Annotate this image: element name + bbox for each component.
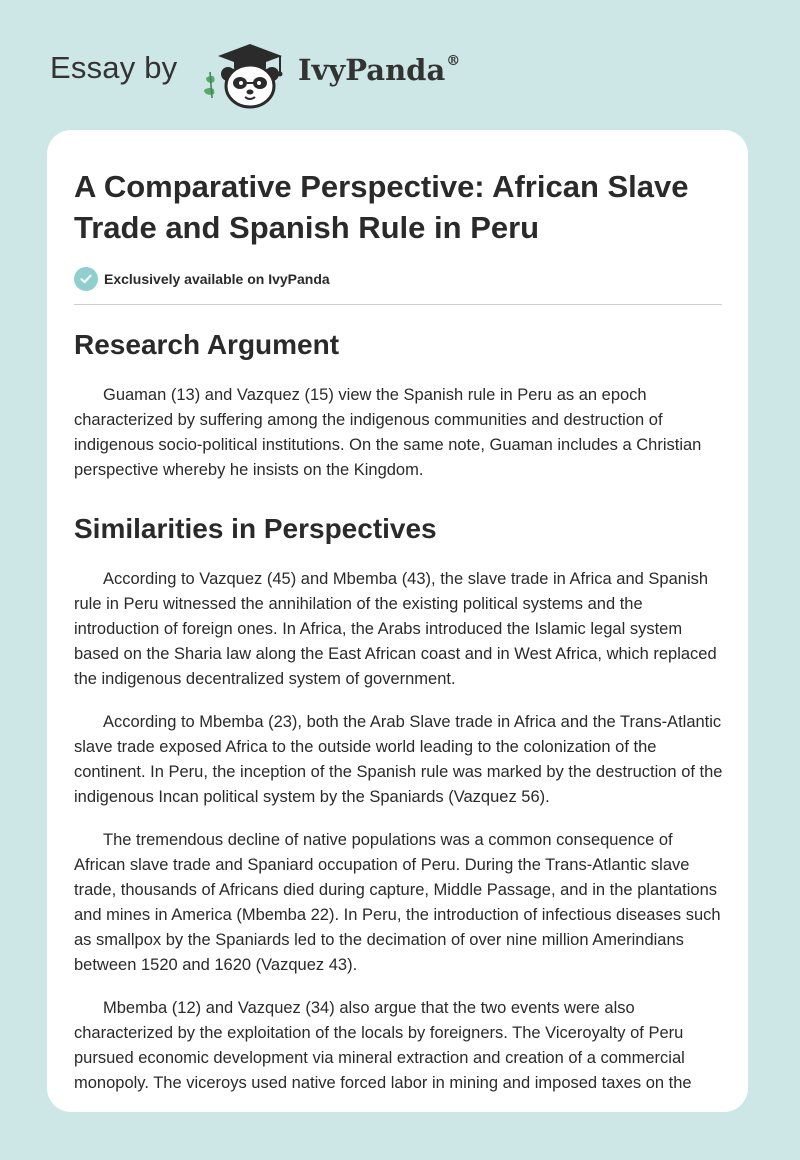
registered-mark: ® (446, 53, 461, 70)
essay-title: A Comparative Perspective: African Slave Trade and Spanish Rule in Peru (74, 169, 689, 245)
section-heading-similarities: Similarities in Perspectives (74, 513, 437, 544)
brand-name-text: IvyPanda (298, 53, 446, 87)
essay-card (47, 130, 748, 1112)
section-heading-research-argument: Research Argument (74, 329, 340, 360)
panda-graduate-icon[interactable] (200, 38, 292, 110)
site-header (0, 0, 800, 130)
paragraph: Mbemba (12) and Vazquez (34) also argue that the two events were also characterized by the exploitation of the locals by foreigners. The Viceroyalty of Peru pursued economic development via mineral extraction and creation of a commercial monopoly. The viceroys used native forced labor in mining and imposed taxes on the (74, 999, 692, 1092)
paragraph: According to Mbemba (23), both the Arab Slave trade in Africa and the Trans-Atlantic slave trade exposed Africa to the outside world leading to the colonization of the continent. In Peru, the inception of the Spanish rule was marked by the destruction of the indigenous Incan political system by the Spaniards (Vazquez 56). (74, 713, 723, 806)
title-divider (74, 304, 722, 305)
paragraph: Guaman (13) and Vazquez (15) view the Spanish rule in Peru as an epoch characterized by suffering among the indigenous communities and destruction of indigenous socio-political institutions. On the same note, Guaman includes a Christian perspective whereby he insists on the Kingdom. (74, 386, 702, 479)
exclusive-badge (74, 266, 724, 292)
brand-name[interactable] (298, 53, 460, 87)
essay-by-label: Essay by (50, 50, 178, 85)
paragraph: The tremendous decline of native populations was a common consequence of African slave trade and Spaniard occupation of Peru. During the Trans-Atlantic slave trade, thousands of Africans died during capture, Middle Passage, and in the plantations and mines in America (Mbemba 22). In Peru, the introduction of infectious diseases such as smallpox by the Spaniards led to the decimation of over nine million Amerindians between 1520 and 1620 (Vazquez 43). (74, 831, 721, 974)
check-circle-icon (74, 267, 98, 291)
paragraph: According to Vazquez (45) and Mbemba (43), the slave trade in Africa and Spanish rule in Peru witnessed the annihilation of the existing political systems and the introduction of foreign ones. In Africa, the Arabs introduced the Islamic legal system based on the Sharia law along the East African coast and in West Africa, which replaced the indigenous decentralized system of government. (74, 570, 717, 688)
exclusive-badge-text: Exclusively available on IvyPanda (104, 271, 330, 287)
essay-content (74, 166, 724, 1096)
